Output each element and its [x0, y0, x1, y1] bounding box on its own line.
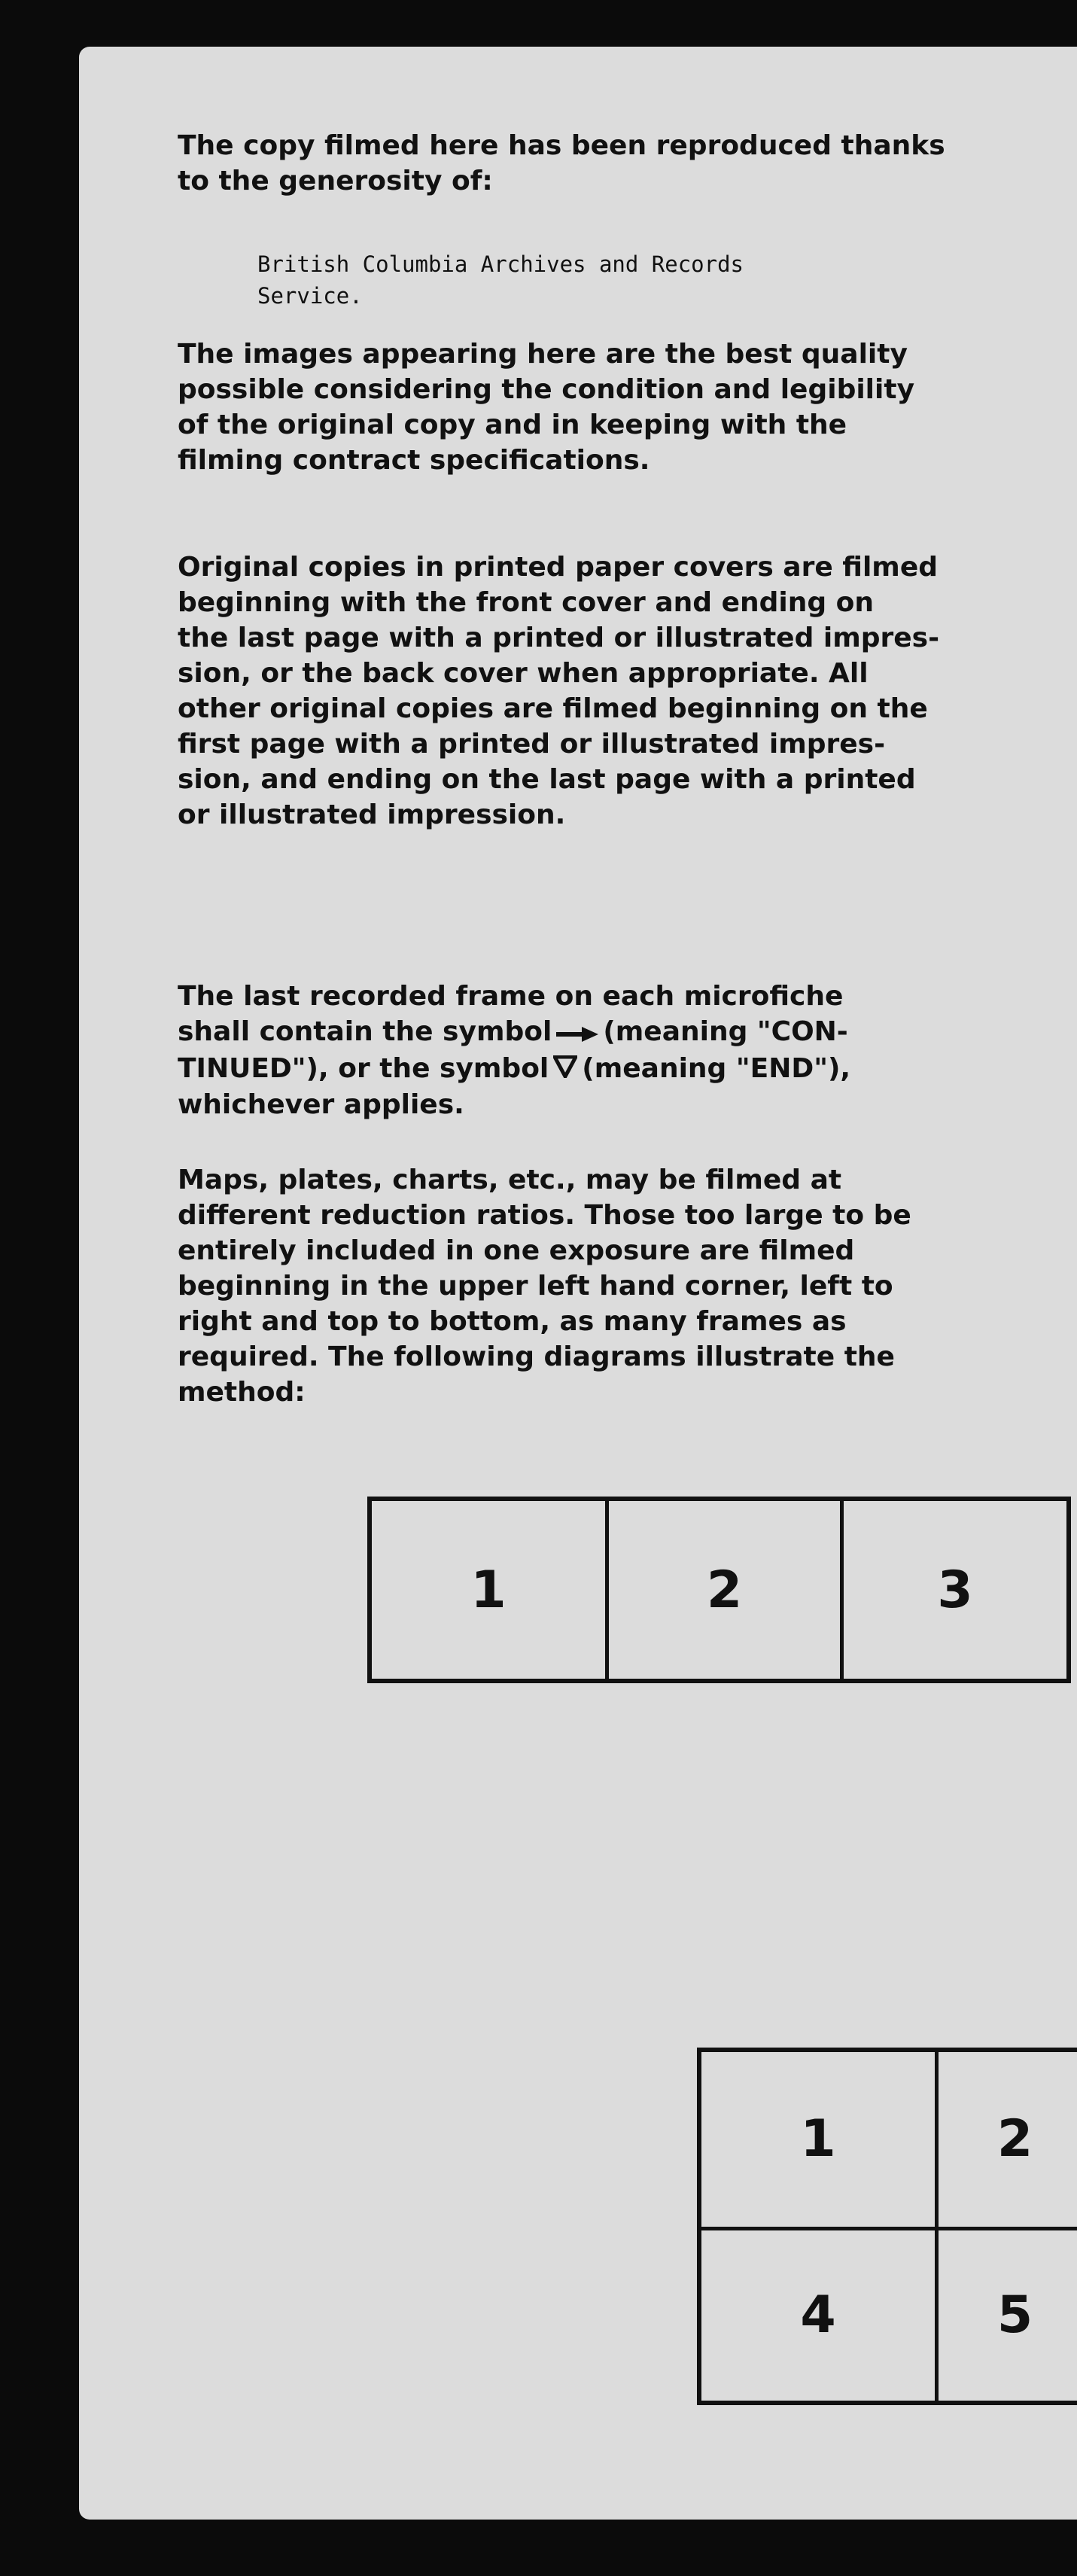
- frame-cell: 1: [470, 1560, 507, 1620]
- covers-paragraph: Original copies in printed paper covers are filmed beginning with the front cover and ending on the last page with a printed or illustrated impres- sion, or the back cover when appropriate. All other original copies are filmed beginning on the first page with a printed or illustrated impres- sion, and ending on the last page with a printed or illustrated impression.: [178, 552, 940, 830]
- symbols-paragraph: [178, 979, 850, 1122]
- frame-cell: 2: [605, 1501, 840, 1679]
- frame-sequence-diagram-grid: [697, 2048, 1077, 2405]
- symbols-text-1: The last recorded frame on each microfiche shall contain the symbol: [178, 981, 844, 1047]
- frame-cell: 5: [935, 2227, 1077, 2401]
- intro-paragraph: The copy filmed here has been reproduced thanks to the generosity of:: [178, 130, 945, 196]
- quality-paragraph: The images appearing here are the best quality possible considering the condition and legibility of the original copy and in keeping with the filming contract specifications.: [178, 339, 915, 476]
- frame-cell: 1: [800, 2109, 836, 2170]
- institution-name: British Columbia Archives and Records Service.: [257, 251, 744, 309]
- end-triangle-icon: [553, 1052, 577, 1087]
- frame-cell: 3: [840, 1501, 1066, 1679]
- maps-paragraph: Maps, plates, charts, etc., may be filmed at different reduction ratios. Those too large to be entirely included in one exposure are filmed beginning in the upper left hand corner, left to right and top to bottom, as many frames as required. The following diagrams illustrate the method:: [178, 1165, 911, 1408]
- frame-cell: 4: [701, 2227, 935, 2401]
- symbols-text-2: (meaning "CON- TINUED"), or the symbol: [178, 1016, 848, 1084]
- frame-sequence-diagram-row: [367, 1497, 1071, 1683]
- symbols-text-3: (meaning "END"), whichever applies.: [178, 1052, 851, 1120]
- continued-arrow-icon: [556, 1015, 598, 1051]
- frame-cell: 2: [935, 2052, 1077, 2227]
